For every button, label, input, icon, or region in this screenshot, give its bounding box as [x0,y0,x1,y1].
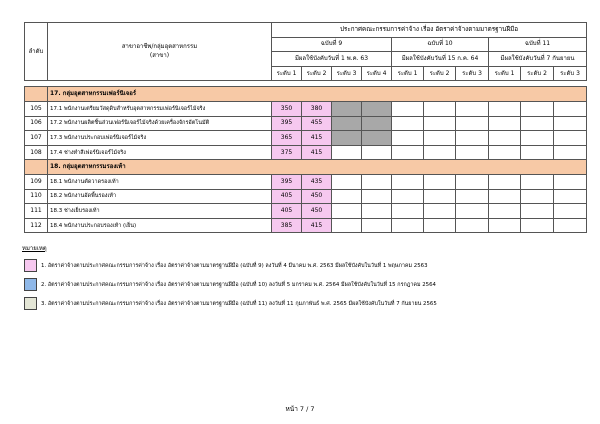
empty-cell [392,101,424,116]
table-row [25,101,587,116]
level-header: ระดับ 2 [424,66,456,81]
empty-cell [332,145,362,160]
level-header: ระดับ 2 [521,66,554,81]
empty-cell [489,101,521,116]
row-no: 112 [25,218,48,233]
rate-level-3-empty [332,101,362,116]
group-17-no [25,87,48,102]
level-header: ระดับ 3 [554,66,587,81]
empty-cell [424,131,456,146]
empty-cell [489,189,521,204]
empty-cell [489,174,521,189]
empty-cell [392,131,424,146]
row-no: 111 [25,204,48,219]
legend-title: หมายเหตุ [22,245,47,252]
row-trade-name: 18.1 พนักงานตัดวาดรองเท้า [48,174,272,189]
rate-level-1: 350 [272,101,302,116]
empty-cell [554,145,587,160]
empty-cell [554,116,587,131]
empty-cell [521,204,554,219]
level-header: ระดับ 1 [272,66,302,81]
rate-level-2: 450 [302,204,332,219]
rate-level-4-empty [362,101,392,116]
legend-text: 1. อัตราค่าจ้างตามประกาศคณะกรรมการค่าจ้าง เรื่อง อัตราค่าจ้างตามมาตรฐานฝีมือ (ฉบับที่ 9) ลงวันที่ 4 มีนาคม พ.ศ. 2563 มีผลใช้บังคับในวันที่ 1 พฤษภาคม 2563 [41,263,428,269]
empty-cell [456,174,489,189]
table-row [25,145,587,160]
row-no: 108 [25,145,48,160]
empty-cell [362,204,392,219]
empty-cell [489,204,521,219]
rate-level-1: 395 [272,174,302,189]
rate-level-1: 385 [272,218,302,233]
empty-cell [489,131,521,146]
empty-cell [424,116,456,131]
row-no: 109 [25,174,48,189]
empty-cell [456,131,489,146]
empty-cell [424,218,456,233]
level-header: ระดับ 2 [302,66,332,81]
empty-cell [362,174,392,189]
empty-cell [392,189,424,204]
row-trade-name: 17.2 พนักงานผลิตชิ้นส่วนเฟอร์นิเจอร์ไม้จริงด้วยเครื่องจักรอัตโนมัติ [48,116,272,131]
empty-cell [332,204,362,219]
legend-swatch [24,259,37,272]
empty-cell [489,116,521,131]
header-trade-sub: (สาขา) [149,52,170,60]
legend-text: 3. อัตราค่าจ้างตามประกาศคณะกรรมการค่าจ้าง เรื่อง อัตราค่าจ้างตามมาตรฐานฝีมือ (ฉบับที่ 11) ลงวันที่ 11 กุมภาพันธ์ พ.ศ. 2565 มีผลใช้บังคับในวันที่ 7 กันยายน 2565 [41,301,437,307]
table-row [25,116,587,131]
rate-level-2: 435 [302,174,332,189]
empty-cell [424,204,456,219]
empty-cell [424,101,456,116]
row-trade-name: 18.4 พนักงานประกอบรองเท้า (เย็น) [48,218,272,233]
empty-cell [554,204,587,219]
row-trade-name: 17.4 ช่างทำสีเฟอร์นิเจอร์ไม้จริง [48,145,272,160]
wage-table [24,22,587,233]
level-header: ระดับ 3 [332,66,362,81]
level-header: ระดับ 3 [456,66,489,81]
edition-9-effective: มีผลใช้บังคับวันที่ 1 พ.ค. 63 [272,52,392,67]
rate-level-2: 380 [302,101,332,116]
empty-cell [392,218,424,233]
empty-cell [456,145,489,160]
empty-cell [392,145,424,160]
empty-cell [332,174,362,189]
group-18-title: 18. กลุ่มอุตสาหกรรมรองเท้า [48,160,587,175]
legend-swatch [24,278,37,291]
group-17-title: 17. กลุ่มอุตสาหกรรมเฟอร์นิเจอร์ [48,87,587,102]
table-row [25,189,587,204]
row-no: 106 [25,116,48,131]
empty-cell [521,131,554,146]
rate-level-4-empty [362,116,392,131]
empty-cell [521,218,554,233]
rate-level-2: 415 [302,218,332,233]
level-header: ระดับ 4 [362,66,392,81]
rate-level-2: 455 [302,116,332,131]
row-no: 105 [25,101,48,116]
rate-level-1: 365 [272,131,302,146]
rate-level-1: 405 [272,189,302,204]
empty-cell [424,145,456,160]
edition-9-label: ฉบับที่ 9 [272,37,392,52]
empty-cell [521,145,554,160]
rate-level-3-empty [332,131,362,146]
empty-cell [489,218,521,233]
empty-cell [554,131,587,146]
empty-cell [424,189,456,204]
row-trade-name: 17.3 พนักงานประกอบเฟอร์นิเจอร์ไม้จริง [48,131,272,146]
rate-level-1: 375 [272,145,302,160]
header-no: ลำดับ [25,23,48,81]
legend-text: 2. อัตราค่าจ้างตามประกาศคณะกรรมการค่าจ้าง เรื่อง อัตราค่าจ้างตามมาตรฐานฝีมือ (ฉบับที่ 10) ลงวันที่ 5 มกราคม พ.ศ. 2564 มีผลใช้บังคับในวันที่ 15 กรกฎาคม 2564 [41,282,436,288]
edition-11-effective: มีผลใช้บังคับวันที่ 7 กันยายน [489,52,587,67]
empty-cell [424,174,456,189]
empty-cell [332,189,362,204]
level-header: ระดับ 1 [489,66,521,81]
page-number: หน้า 7 / 7 [285,405,315,413]
empty-cell [456,218,489,233]
empty-cell [554,174,587,189]
empty-cell [392,174,424,189]
table-row [25,204,587,219]
empty-cell [362,145,392,160]
empty-cell [456,101,489,116]
empty-cell [521,116,554,131]
empty-cell [456,116,489,131]
legend-item-edition-11 [24,297,584,310]
table-row [25,174,587,189]
empty-cell [521,174,554,189]
legend-swatch [24,297,37,310]
empty-cell [521,189,554,204]
empty-cell [489,145,521,160]
empty-cell [554,218,587,233]
row-no: 107 [25,131,48,146]
empty-cell [332,218,362,233]
row-no: 110 [25,189,48,204]
header-trade-title: สาขาอาชีพ/กลุ่มอุตสาหกรรม [121,43,198,51]
rate-level-2: 450 [302,189,332,204]
legend-item-edition-9 [24,259,584,272]
rate-level-3-empty [332,116,362,131]
empty-cell [362,189,392,204]
table-row [25,218,587,233]
empty-cell [521,101,554,116]
row-trade-name: 18.2 พนักงานอัดพื้นรองเท้า [48,189,272,204]
level-header: ระดับ 1 [392,66,424,81]
edition-10-label: ฉบับที่ 10 [392,37,489,52]
header-announcement: ประกาศคณะกรรมการค่าจ้าง เรื่อง อัตราค่าจ้างตามมาตรฐานฝีมือ [272,23,587,38]
empty-cell [392,116,424,131]
rate-level-2: 415 [302,145,332,160]
row-trade-name: 18.3 ช่างเย็บรองเท้า [48,204,272,219]
rate-level-1: 395 [272,116,302,131]
edition-10-effective: มีผลใช้บังคับวันที่ 15 ก.ค. 64 [392,52,489,67]
edition-11-label: ฉบับที่ 11 [489,37,587,52]
empty-cell [456,189,489,204]
rate-level-1: 405 [272,204,302,219]
empty-cell [456,204,489,219]
empty-cell [362,218,392,233]
table-row [25,131,587,146]
empty-cell [554,189,587,204]
empty-cell [392,204,424,219]
rate-level-2: 415 [302,131,332,146]
header-trade [48,23,272,81]
empty-cell [554,101,587,116]
row-trade-name: 17.1 พนักงานเตรียมวัสดุดิบสำหรับอุตสาหกรรมเฟอร์นิเจอร์ไม้จริง [48,101,272,116]
group-18-no [25,160,48,175]
rate-level-4-empty [362,131,392,146]
legend-item-edition-10 [24,278,584,291]
